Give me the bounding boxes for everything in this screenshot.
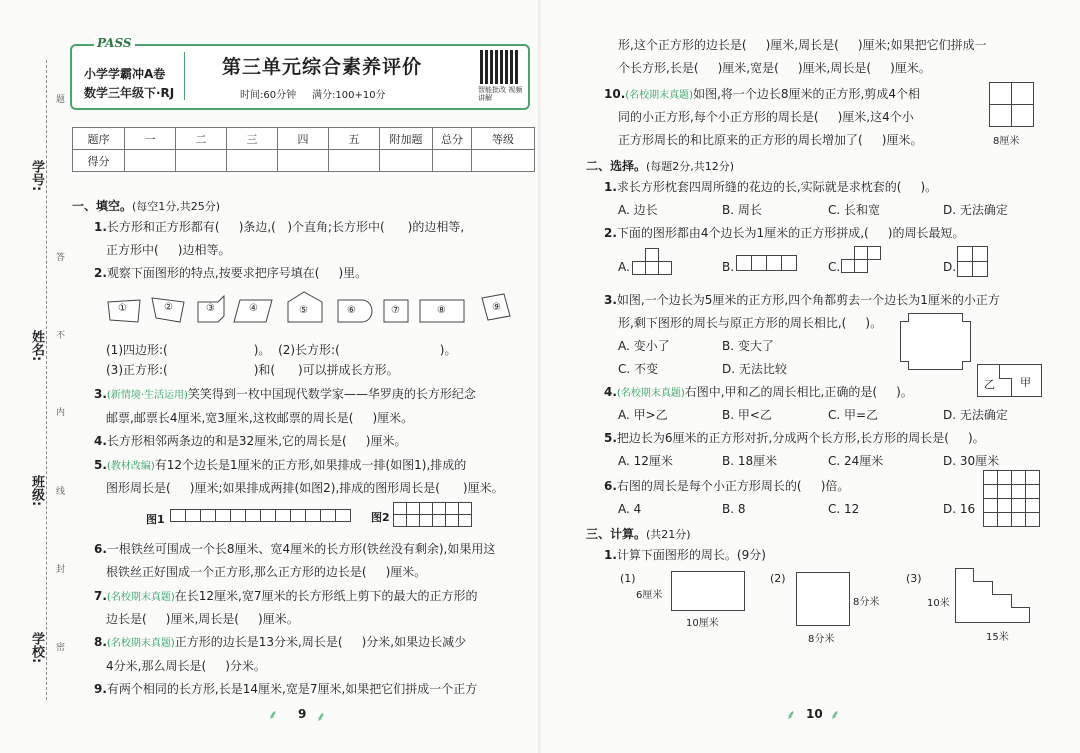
choice-2-opt-a[interactable]: A. [618,260,630,274]
shape-label: ⑦ [391,305,400,316]
fig-1-side-label: 6厘米 [636,590,663,601]
choice-6-opt-d[interactable]: D. 16 [943,502,976,516]
exam-info [240,86,386,101]
table-cell: 一 [125,128,176,150]
sprout-icon: ⸙ [786,708,796,723]
choice-4-opt-a[interactable]: A. 甲>乙 [618,408,668,422]
question-9-cont: 形,这个正方形的边长是( )厘米,周长是( )厘米;如果把它们拼成一 [618,38,987,52]
choice-2-fig-c [840,246,894,280]
table-cell: 总分 [433,128,472,150]
score-input[interactable] [227,150,278,172]
shapes-row [100,288,520,328]
choice-1-opt-a[interactable]: A. 边长 [618,203,658,217]
question-3-line2: 邮票,邮票长4厘米,宽3厘米,这枚邮票的周长是( )厘米。 [106,411,414,425]
fig-2-index: (2) [770,572,786,585]
choice-2-fig-b [736,255,802,273]
score-table [72,127,535,172]
page-number: 9 [298,707,307,721]
label-yi: 乙 [984,378,995,391]
cut-word: 封 [56,565,66,575]
choice-2-opt-c[interactable]: C. [828,260,841,274]
calc-1: 1.计算下面图形的周长。(9分) [604,548,766,562]
score-input[interactable] [380,150,433,172]
cut-word: 密 [56,643,66,653]
section-title: 三、计算。(共21分) [586,527,691,541]
qr-code-icon[interactable] [480,50,518,84]
school-label: 学校: [29,632,44,664]
question-2-answers: (1)四边形:( )。 (2)长方形:( )。 [106,343,457,357]
choice-6-opt-a[interactable]: A. 4 [618,502,642,516]
choice-4-opt-c[interactable]: C. 甲=乙 [828,408,879,422]
fig-2-square [796,572,850,626]
figure-2-grid [393,502,473,528]
choice-6: 6.右图的周长是每个小正方形周长的( )倍。 [604,479,850,493]
section-title: 二、选择。(每题2分,共12分) [586,159,735,173]
cut-word: 答 [56,253,66,263]
table-cell: 附加题 [380,128,433,150]
figure-1-label: 图1 [146,513,165,526]
question-5: 5.(教材改编)有12个边长是1厘米的正方形,如果排成一排(如图1),排成的 [94,458,467,472]
choice-4-opt-d[interactable]: D. 无法确定 [943,408,1008,422]
question-4: 4.长方形相邻两条边的和是32厘米,它的周长是( )厘米。 [94,434,407,448]
table-cell: 题序 [73,128,125,150]
question-9: 9.有两个相同的长方形,长是14厘米,宽是7厘米,如果把它们拼成一个正方 [94,682,478,696]
fig-3-index: (3) [906,572,922,585]
choice-6-opt-c[interactable]: C. 12 [828,502,860,516]
header-divider [184,52,185,100]
q10-square-figure [989,82,1035,128]
choice-2-fig-d [957,246,991,280]
choice-1-opt-b[interactable]: B. 周长 [722,203,762,217]
cut-word: 不 [56,331,66,341]
choice-5-opt-d[interactable]: D. 30厘米 [943,454,1000,468]
question-10: 10.(名校期末真题)如图,将一个边长8厘米的正方形,剪成4个相 [604,87,920,101]
shape-label: ⑥ [347,305,356,316]
choice-6-opt-b[interactable]: B. 8 [722,502,746,516]
figure-2-label: 图2 [371,511,390,524]
choice-4-opt-b[interactable]: B. 甲<乙 [722,408,772,422]
choice-3: 3.如图,一个边长为5厘米的正方形,四个角都剪去一个边长为1厘米的小正方 [604,293,1000,307]
name-label: 姓名: [29,330,44,362]
table-row [73,150,535,172]
question-6-line2: 根铁丝正好围成一个正方形,那么正方形的边长是( )厘米。 [106,565,427,579]
student-no-label: 学号: [29,160,44,192]
question-9-cont-line2: 个长方形,长是( )厘米,宽是( )厘米,周长是( )厘米。 [618,61,931,75]
choice-2: 2.下面的图形都由4个边长为1厘米的正方形拼成,( )的周长最短。 [604,226,965,240]
fig-1-index: (1) [620,572,636,585]
choice-3-figure [900,313,972,371]
question-7: 7.(名校期末真题)在长12厘米,宽7厘米的长方形纸上剪下的最大的正方形的 [94,589,478,603]
sprout-icon: ⸙ [830,708,840,723]
table-row [73,128,535,150]
table-cell: 三 [227,128,278,150]
fig-3-staircase [955,568,1031,624]
question-8: 8.(名校期末真题)正方形的边长是13分米,周长是( )分米,如果边长减少 [94,635,467,649]
fig-1-bottom-label: 10厘米 [686,618,719,629]
table-cell: 二 [176,128,227,150]
right-page [540,0,1080,753]
score-input[interactable] [176,150,227,172]
choice-1-opt-d[interactable]: D. 无法确定 [943,203,1008,217]
fig-3-bottom-label: 15米 [986,632,1009,643]
shape-label: ① [118,303,127,314]
shape-label: ② [164,302,173,313]
choice-5: 5.把边长为6厘米的正方形对折,分成两个长方形,长方形的周长是( )。 [604,431,985,445]
choice-3-line2: 形,剩下图形的周长与原正方形的周长相比,( )。 [618,316,883,330]
question-8-line2: 4分米,那么周长是( )分米。 [106,659,266,673]
question-1-line2: 正方形中( )边相等。 [106,243,231,257]
shape-label: ⑨ [492,302,501,313]
class-label: 班级: [29,475,44,507]
table-cell: 等级 [472,128,535,150]
choice-2-opt-b[interactable]: B. [722,260,735,274]
exam-header [70,36,530,110]
choice-3-opt-b[interactable]: B. 变大了 [722,339,774,353]
score-input[interactable] [278,150,329,172]
grade-label: 数学三年级下·RJ [84,86,175,100]
choice-3-opt-d[interactable]: D. 无法比较 [722,362,787,376]
shape-label: ⑤ [299,305,308,316]
score-input[interactable] [433,150,472,172]
sprout-icon: ⸙ [268,708,278,723]
binding-dashed-line [46,60,47,700]
cut-word: 内 [56,408,66,418]
question-1: 1.长方形和正方形都有( )条边,( )个直角;长方形中( )的边相等, [94,220,465,234]
question-2: 2.观察下面图形的特点,按要求把序号填在( )里。 [94,266,368,280]
figure-1-strip [170,509,356,523]
time-limit: 时间:60分钟 [240,90,297,101]
choice-5-opt-a[interactable]: A. 12厘米 [618,454,673,468]
qr-caption: 智能批改 视频讲解 [478,86,523,102]
question-3: 3.(新情境·生活运用)笑笑得到一枚中国现代数学家——华罗庚的长方形纪念 [94,387,476,401]
page-number: 10 [806,707,823,721]
choice-5-opt-c[interactable]: C. 24厘米 [828,454,884,468]
score-input[interactable] [125,150,176,172]
question-10-line3: 正方形周长的和比原来的正方形的周长增加了( )厘米。 [618,133,923,147]
cut-word: 线 [56,487,66,497]
sprout-icon: ⸙ [316,710,326,725]
fig-2-side-label: 8分米 [853,597,880,608]
question-5-line2: 图形周长是( )厘米;如果排成两排(如图2),排成的图形周长是( )厘米。 [106,481,504,495]
shape-label: ⑧ [437,305,446,316]
choice-3-opt-c[interactable]: C. 不变 [618,362,659,376]
choice-1: 1.求长方形枕套四周所缝的花边的长,实际就是求枕套的( )。 [604,180,938,194]
table-cell: 得分 [73,150,125,172]
q10-figure-label: 8厘米 [993,136,1020,147]
question-2-answers-line2: (3)正方形:( )和( )可以拼成长方形。 [106,363,399,377]
fig-1-rectangle [671,571,745,611]
choice-6-grid-figure [983,470,1041,528]
label-jia: 甲 [1020,376,1031,389]
shape-label: ③ [206,303,215,314]
brand-logo: PASS [94,36,135,50]
choice-3-opt-a[interactable]: A. 变小了 [618,339,670,353]
fig-2-bottom-label: 8分米 [808,634,835,645]
section-title: 一、填空。(每空1分,共25分) [72,199,221,213]
full-score: 满分:100+10分 [312,90,386,101]
question-6: 6.一根铁丝可围成一个长8厘米、宽4厘米的长方形(铁丝没有剩余),如果用这 [94,542,496,556]
table-cell: 五 [329,128,380,150]
choice-1-opt-c[interactable]: C. 长和宽 [828,203,881,217]
question-10-line2: 同的小正方形,每个小正方形的周长是( )厘米,这4个小 [618,110,914,124]
table-cell: 四 [278,128,329,150]
choice-2-fig-a [631,248,685,282]
choice-2-opt-d[interactable]: D. [943,260,957,274]
choice-5-opt-b[interactable]: B. 18厘米 [722,454,778,468]
series-name: 小学学霸冲A卷 [84,67,166,81]
score-input[interactable] [329,150,380,172]
shape-label: ④ [249,303,258,314]
choice-4: 4.(名校期末真题)右图中,甲和乙的周长相比,正确的是( )。 [604,385,913,399]
question-7-line2: 边长是( )厘米,周长是( )厘米。 [106,612,299,626]
score-input[interactable] [472,150,535,172]
fig-3-side-label: 10米 [927,598,950,609]
cut-word: 题 [56,95,66,105]
page-title: 第三单元综合素养评价 [222,56,423,78]
